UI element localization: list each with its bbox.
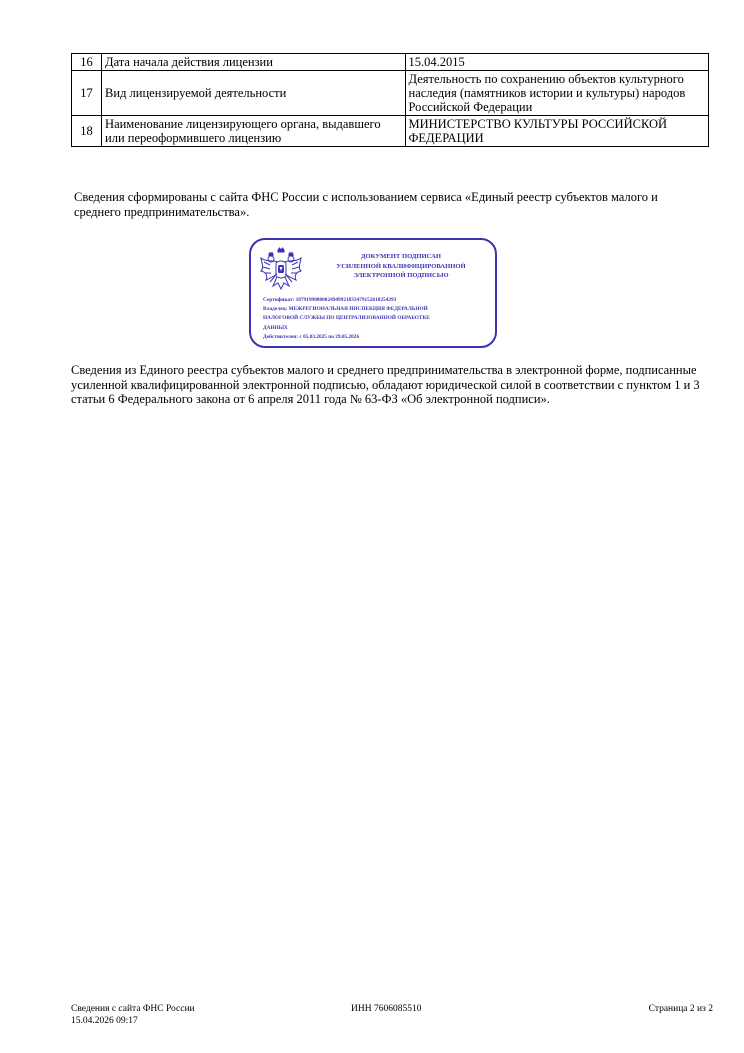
stamp-heading-line: ЭЛЕКТРОННОЙ ПОДПИСЬЮ: [353, 272, 449, 280]
row-number: 16: [72, 54, 102, 71]
footer-source-text: Сведения с сайта ФНС России: [71, 1004, 195, 1014]
field-value: 15.04.2015: [405, 54, 708, 71]
stamp-owner-line: ДАННЫХ: [263, 324, 288, 331]
stamp-owner-line: НАЛОГОВОЙ СЛУЖБЫ ПО ЦЕНТРАЛИЗОВАННОЙ ОБРАБОТКЕ: [263, 315, 430, 322]
footer-source: [71, 1003, 195, 1027]
field-value: МИНИСТЕРСТВО КУЛЬТУРЫ РОССИЙСКОЙ ФЕДЕРАЦИИ: [405, 116, 708, 147]
stamp-validity: Действителен: с 05.03.2025 по 29.05.2026: [263, 333, 360, 340]
stamp-certificate: Сертификат: 18791990800024949921833479152610254393: [263, 297, 397, 303]
license-info-table: [71, 53, 709, 147]
field-value: Деятельность по сохранению объектов культурного наследия (памятников истории и культуры) народов Российской Федерации: [405, 71, 708, 116]
stamp-heading: [311, 252, 491, 281]
stamp-heading-line: ДОКУМЕНТ ПОДПИСАН: [361, 253, 441, 260]
legal-note: Сведения из Единого реестра субъектов малого и среднего предпринимательства в электронной форме, подписанные усиленной квалифицированной электронной подписью, обладают юридической силой в соответствии с пунктом 1 и 3 статьи 6 Федерального закона от 6 апреля 2011 года № 63-ФЗ «Об электронной подписи».: [71, 363, 700, 406]
footer-datetime: 15.04.2026 09:17: [71, 1016, 138, 1026]
field-name: Дата начала действия лицензии: [102, 54, 405, 71]
stamp-heading-line: УСИЛЕННОЙ КВАЛИФИЦИРОВАННОЙ: [336, 262, 466, 270]
row-number: 18: [72, 116, 102, 147]
source-note: Сведения сформированы с сайта ФНС России с использованием сервиса «Единый реестр субъектов малого и среднего предпринимательства».: [74, 190, 658, 219]
row-number: 17: [72, 71, 102, 116]
table-row: [72, 54, 709, 71]
table-row: [72, 116, 709, 147]
footer-page-number: Страница 2 из 2: [648, 1004, 713, 1014]
stamp-owner-line: Владелец: МЕЖРЕГИОНАЛЬНАЯ ИНСПЕКЦИЯ ФЕДЕРАЛЬНОЙ: [263, 306, 428, 313]
table-row: [72, 71, 709, 116]
field-name: Вид лицензируемой деятельности: [102, 71, 405, 116]
coat-of-arms-icon: [258, 246, 304, 292]
field-name: Наименование лицензирующего органа, выдавшего или переоформившего лицензию: [102, 116, 405, 147]
stamp-details: [263, 296, 493, 342]
electronic-signature-stamp: [249, 238, 497, 348]
footer-inn: ИНН 7606085510: [351, 1004, 422, 1014]
